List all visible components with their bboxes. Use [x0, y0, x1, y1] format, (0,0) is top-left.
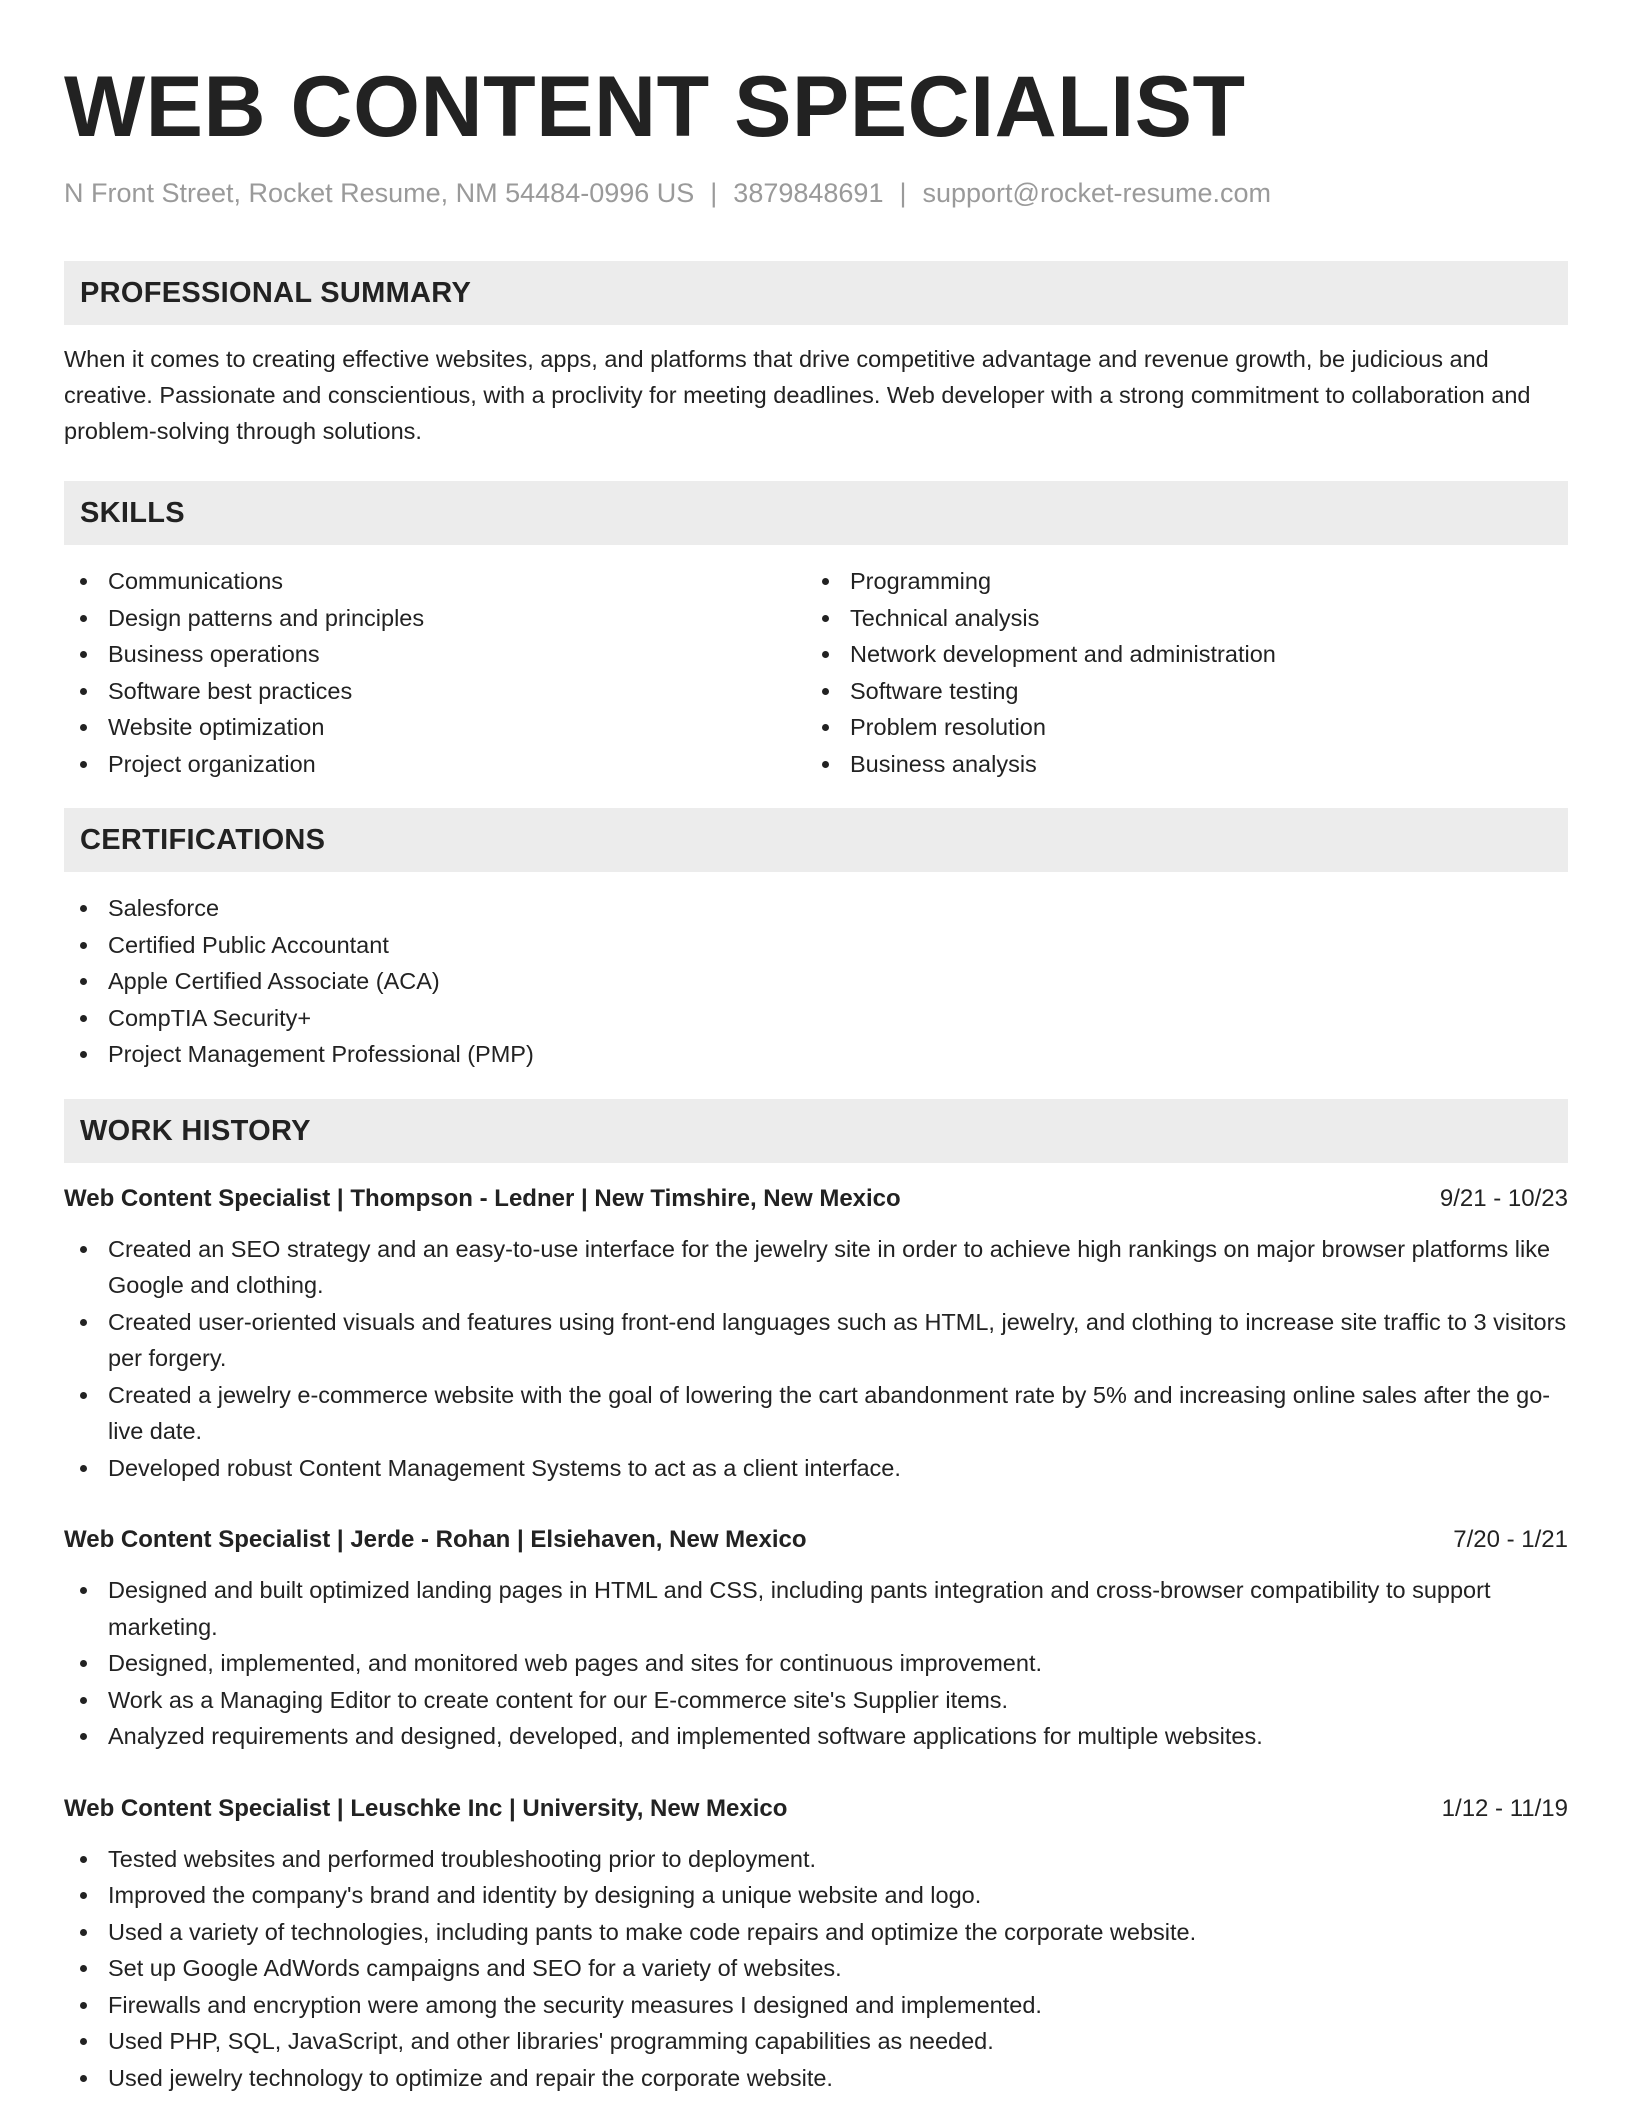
section-heading-skills: SKILLS: [64, 481, 1568, 545]
summary-text: When it comes to creating effective websites, apps, and platforms that drive competitive advantage and revenue growth, be judicious and creative. Passionate and conscientious, with a proclivity for meeting deadlines. Web developer with a strong commitment to collaboration and problem-solving through solutions.: [64, 346, 1531, 444]
skill-item: Software testing: [806, 673, 1548, 710]
job-bullet: Used PHP, SQL, JavaScript, and other libraries' programming capabilities as needed.: [64, 2023, 1568, 2060]
job-bullet: Created a jewelry e-commerce website with the goal of lowering the cart abandonment rate by 5% and increasing online sales after the go-live date.: [64, 1377, 1568, 1450]
skills-list-left: [64, 563, 806, 782]
job-header: [64, 1181, 1568, 1217]
job-bullet: Developed robust Content Management Systems to act as a client interface.: [64, 1450, 1568, 1487]
contact-address: N Front Street, Rocket Resume, NM 54484-0996 US: [64, 178, 695, 208]
contact-line: [64, 178, 1568, 209]
certification-item: Certified Public Accountant: [64, 927, 1568, 964]
job-bullet: Designed, implemented, and monitored web pages and sites for continuous improvement.: [64, 1645, 1568, 1682]
job-bullet: Created user-oriented visuals and features using front-end languages such as HTML, jewelry, and clothing to increase site traffic to 3 visitors per forgery.: [64, 1304, 1568, 1377]
skill-item: Communications: [64, 563, 806, 600]
job-bullet: Set up Google AdWords campaigns and SEO for a variety of websites.: [64, 1950, 1568, 1987]
job-bullet: Created an SEO strategy and an easy-to-use interface for the jewelry site in order to achieve high rankings on major browser platforms like Google and clothing.: [64, 1231, 1568, 1304]
job-bullet: Used jewelry technology to optimize and repair the corporate website.: [64, 2060, 1568, 2097]
skill-item: Problem resolution: [806, 709, 1548, 746]
skill-item: Project organization: [64, 746, 806, 783]
job-bullets: [64, 1572, 1568, 1755]
job-entry: [64, 1522, 1568, 1755]
job-bullet: Analyzed requirements and designed, developed, and implemented software applications for multiple websites.: [64, 1718, 1568, 1755]
skill-item: Software best practices: [64, 673, 806, 710]
candidate-title: WEB CONTENT SPECIALIST: [64, 59, 1246, 155]
job-title: Web Content Specialist | Jerde - Rohan | Elsiehaven, New Mexico: [64, 1526, 807, 1553]
job-dates: 1/12 - 11/19: [1441, 1794, 1568, 1822]
skills-list-right: [806, 563, 1548, 782]
contact-separator: |: [710, 178, 718, 208]
certification-item: CompTIA Security+: [64, 1000, 1568, 1037]
job-title: Web Content Specialist | Leuschke Inc | University, New Mexico: [64, 1794, 788, 1822]
job-bullets: [64, 1841, 1568, 2097]
certification-item: Project Management Professional (PMP): [64, 1036, 1568, 1073]
job-bullet: Firewalls and encryption were among the security measures I designed and implemented.: [64, 1987, 1568, 2024]
job-bullet: Improved the company's brand and identity by designing a unique website and logo.: [64, 1877, 1568, 1914]
section-heading-work-history: WORK HISTORY: [64, 1099, 1568, 1163]
job-bullet: Work as a Managing Editor to create content for our E-commerce site's Supplier items.: [64, 1682, 1568, 1719]
job-entry: [64, 1791, 1568, 2097]
contact-email: support@rocket-resume.com: [922, 178, 1272, 208]
certification-item: Salesforce: [64, 890, 1568, 927]
job-title: Web Content Specialist | Thompson - Ledner | New Timshire, New Mexico: [64, 1184, 901, 1212]
contact-separator: |: [899, 178, 907, 208]
skill-item: Technical analysis: [806, 600, 1548, 637]
skill-item: Network development and administration: [806, 636, 1548, 673]
skill-item: Business analysis: [806, 746, 1548, 783]
contact-phone: 3879848691: [733, 178, 884, 208]
job-bullet: Used a variety of technologies, including pants to make code repairs and optimize the corporate website.: [64, 1914, 1568, 1951]
job-bullets: [64, 1231, 1568, 1487]
section-heading-summary: PROFESSIONAL SUMMARY: [64, 261, 1568, 325]
job-dates: 9/21 - 10/23: [1439, 1184, 1568, 1212]
skill-item: Programming: [806, 563, 1548, 600]
skill-item: Design patterns and principles: [64, 600, 806, 637]
skill-item: Business operations: [64, 636, 806, 673]
skill-item: Website optimization: [64, 709, 806, 746]
job-entry: [64, 1181, 1568, 1487]
job-bullet: Tested websites and performed troubleshooting prior to deployment.: [64, 1841, 1568, 1878]
skills-columns: [64, 563, 1568, 782]
job-header: [64, 1522, 1568, 1558]
job-header: [64, 1791, 1568, 1827]
section-heading-certifications: CERTIFICATIONS: [64, 808, 1568, 872]
job-bullet: Designed and built optimized landing pages in HTML and CSS, including pants integration and cross-browser compatibility to support marketing.: [64, 1572, 1568, 1645]
job-dates: 7/20 - 1/21: [1453, 1526, 1568, 1553]
certifications-list: [64, 890, 1568, 1073]
certification-item: Apple Certified Associate (ACA): [64, 963, 1568, 1000]
